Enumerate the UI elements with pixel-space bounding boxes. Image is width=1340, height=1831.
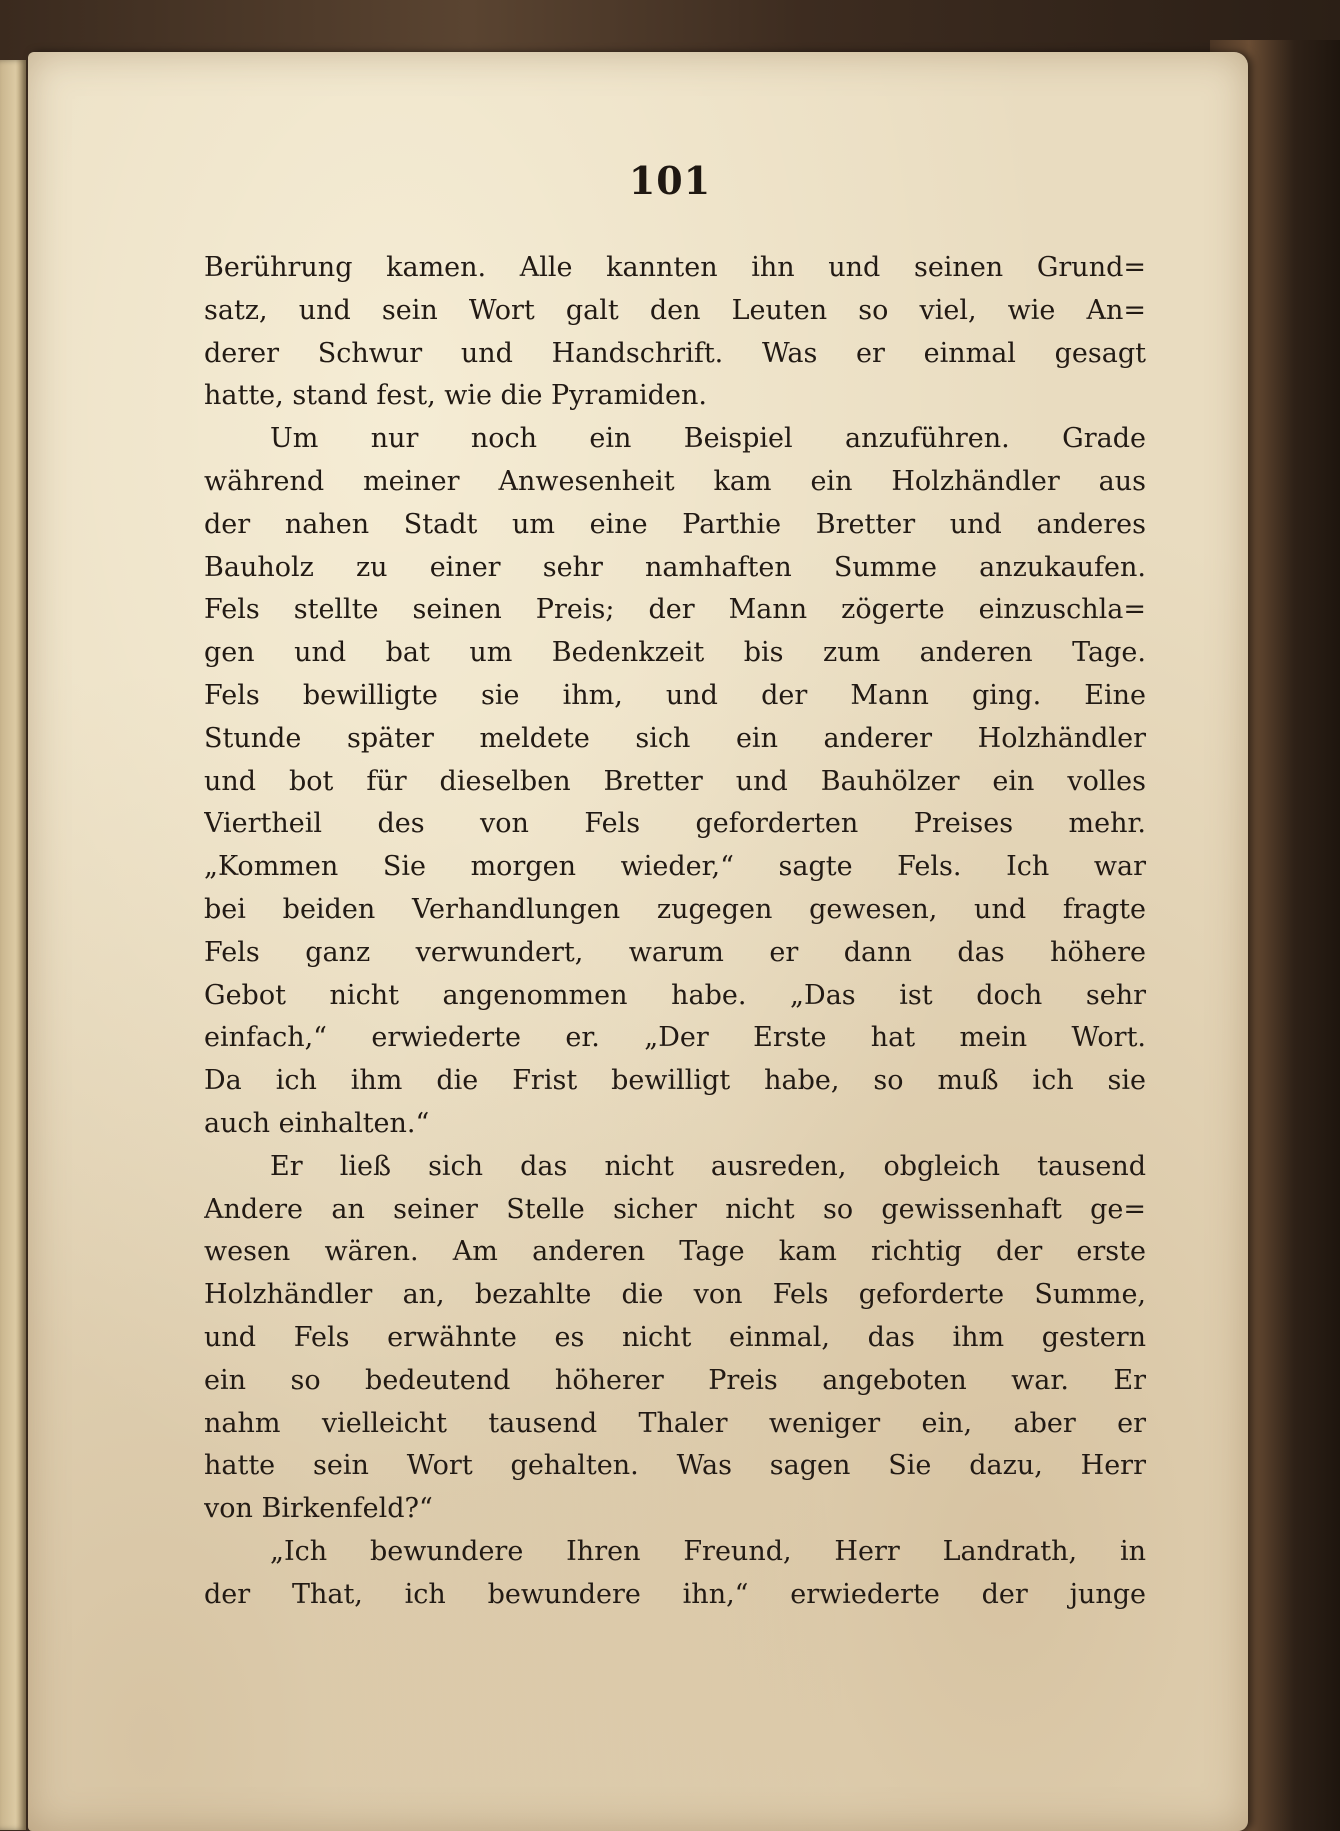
text-line: der nahen Stadt um eine Parthie Bretter und anderes bbox=[204, 508, 1146, 540]
text-line: von Birkenfeld?“ bbox=[204, 1493, 433, 1525]
text-line: bei beiden Verhandlungen zugegen gewesen, und fragte bbox=[204, 893, 1146, 925]
text-line: Stunde später meldete sich ein anderer Holzhändler bbox=[204, 722, 1146, 754]
text-line: Viertheil des von Fels geforderten Preises mehr. bbox=[204, 808, 1146, 840]
previous-page-edge bbox=[0, 60, 26, 1830]
page-number: 101 bbox=[628, 158, 712, 203]
text-line: wesen wären. Am anderen Tage kam richtig der erste bbox=[204, 1236, 1146, 1268]
text-line: während meiner Anwesenheit kam ein Holzhändler aus bbox=[204, 465, 1146, 497]
text-line: der That, ich bewundere ihn,“ erwiederte der junge bbox=[204, 1578, 1146, 1610]
text-line: Er ließ sich das nicht ausreden, obgleich tausend bbox=[270, 1150, 1146, 1182]
text-line: hatte sein Wort gehalten. Was sagen Sie dazu, Herr bbox=[204, 1450, 1146, 1482]
text-line: „Kommen Sie morgen wieder,“ sagte Fels. Ich war bbox=[204, 851, 1146, 883]
text-line: Um nur noch ein Beispiel anzuführen. Grade bbox=[270, 423, 1146, 455]
text-line: gen und bat um Bedenkzeit bis zum anderen Tage. bbox=[204, 637, 1146, 669]
text-line: Berührung kamen. Alle kannten ihn und seinen Grund= bbox=[204, 252, 1146, 283]
text-line: ein so bedeutend höherer Preis angeboten war. Er bbox=[204, 1364, 1146, 1396]
text-line: satz, und sein Wort galt den Leuten so viel, wie An= bbox=[204, 294, 1146, 326]
text-line: derer Schwur und Handschrift. Was er einmal gesagt bbox=[204, 337, 1146, 369]
text-line: Da ich ihm die Frist bewilligt habe, so muß ich sie bbox=[204, 1065, 1146, 1097]
text-line: nahm vielleicht tausend Thaler weniger ein, aber er bbox=[204, 1407, 1146, 1439]
text-line: Fels bewilligte sie ihm, und der Mann ging. Eine bbox=[204, 679, 1146, 711]
text-line: Gebot nicht angenommen habe. „Das ist doch sehr bbox=[204, 979, 1146, 1011]
text-line: Holzhändler an, bezahlte die von Fels geforderte Summe, bbox=[204, 1279, 1146, 1311]
text-line: „Ich bewundere Ihren Freund, Herr Landrath, in bbox=[270, 1535, 1146, 1567]
text-line: hatte, stand fest, wie die Pyramiden. bbox=[204, 380, 707, 412]
body-text bbox=[204, 247, 1146, 1617]
text-line: und bot für dieselben Bretter und Bauhölzer ein volles bbox=[204, 765, 1146, 797]
text-line: Fels stellte seinen Preis; der Mann zögerte einzuschla= bbox=[204, 594, 1146, 626]
text-line: einfach,“ erwiederte er. „Der Erste hat mein Wort. bbox=[204, 1022, 1146, 1054]
text-line: auch einhalten.“ bbox=[204, 1107, 430, 1139]
text-line: und Fels erwähnte es nicht einmal, das ihm gestern bbox=[204, 1321, 1146, 1353]
text-line: Andere an seiner Stelle sicher nicht so gewissenhaft ge= bbox=[204, 1193, 1146, 1225]
text-line: Bauholz zu einer sehr namhaften Summe anzukaufen. bbox=[204, 551, 1146, 583]
text-line: Fels ganz verwundert, warum er dann das höhere bbox=[204, 936, 1146, 968]
